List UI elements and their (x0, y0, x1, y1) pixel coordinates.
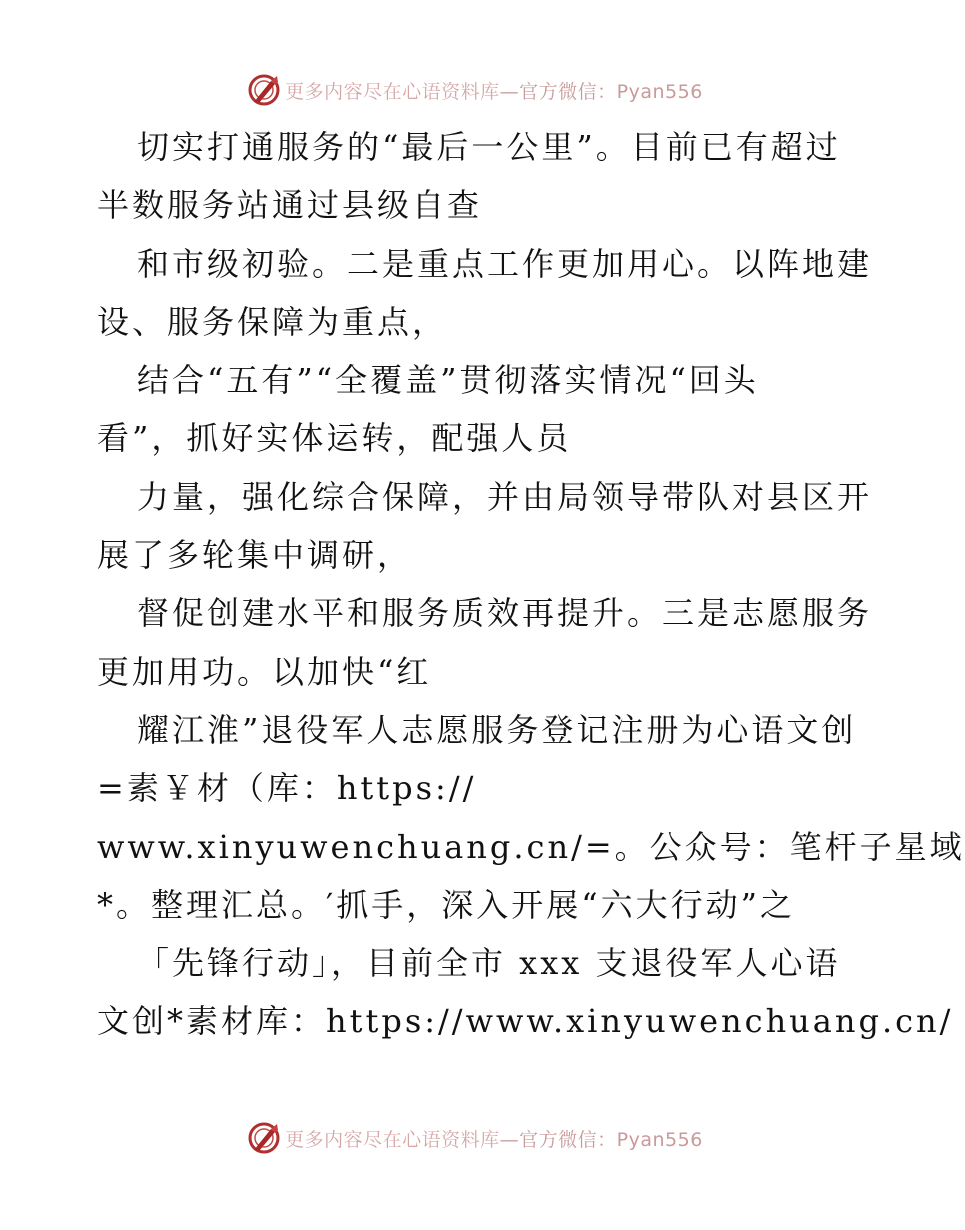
text-line: 督促创建水平和服务质效再提升。三是志愿服务 (137, 594, 873, 633)
document-body (97, 118, 965, 1051)
text-line: 半数服务站通过县级自查 (97, 186, 483, 225)
text-line: 结合“五有”“全覆盖”贯彻落实情况“回头 (137, 361, 759, 400)
text-line: 耀江淮”退役军人志愿服务登记注册为心语文创 (137, 710, 857, 749)
quill-pen-logo-icon (247, 1121, 281, 1155)
watermark-separator: — (499, 1128, 520, 1151)
text-line: 文创*素材库：https://www.xinyuwenchuang.cn/ (97, 1002, 954, 1041)
text-line: =素￥材（库：https:// (97, 769, 477, 808)
text-line: 展了多轮集中调研， (97, 536, 413, 575)
text-line: www.xinyuwenchuang.cn/=。公众号：笔杆子星域 (97, 827, 965, 866)
quill-pen-logo-icon (247, 73, 281, 107)
text-line: 切实打通服务的“最后一公里”。目前已有超过 (137, 128, 841, 166)
text-line: 和市级初验。二是重点工作更加用心。以阵地建 (137, 244, 873, 283)
text-line: 「先锋行动」，目前全市 xxx 支退役军人心语 (137, 944, 841, 983)
text-line: 设、服务保障为重点， (97, 302, 448, 341)
text-line: 更加用功。以加快“红 (97, 652, 432, 691)
watermark-separator: — (499, 80, 520, 103)
text-line: *。整理汇总。′抓手，深入开展“六大行动”之 (97, 885, 795, 924)
watermark-site-text: 更多内容尽在心语资料库 (285, 1128, 500, 1151)
watermark-wechat-text: 官方微信：Pyan556 (519, 1128, 703, 1151)
text-line: 力量，强化综合保障，并由局领导带队对县区开 (137, 477, 873, 516)
text-line: 看”，抓好实体运转，配强人员 (97, 419, 572, 458)
footer-watermark (0, 1118, 950, 1158)
watermark-wechat-text: 官方微信：Pyan556 (519, 80, 703, 103)
watermark-site-text: 更多内容尽在心语资料库 (285, 80, 500, 103)
header-watermark (0, 70, 950, 110)
